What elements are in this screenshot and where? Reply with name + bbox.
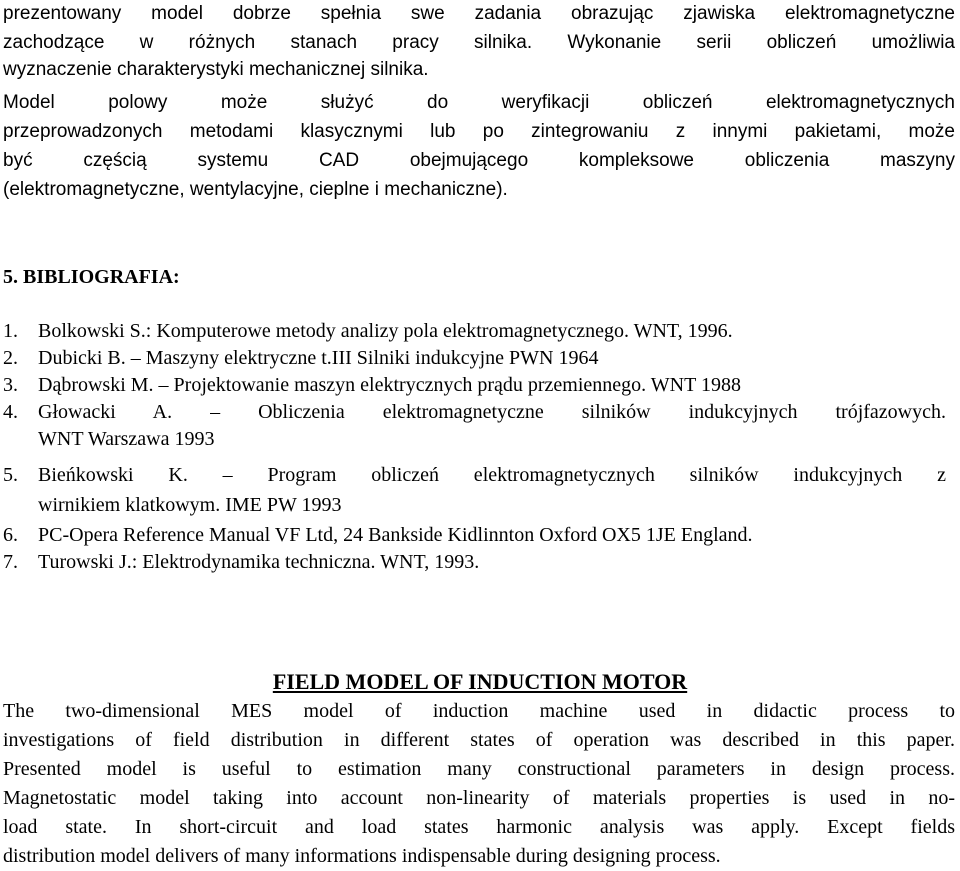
bibliography-item-text: Bolkowski S.: Komputerowe metody analizy pola elektromagnetycznego. WNT, 1996. (38, 320, 733, 342)
abstract-line-6: distribution model delivers of many informations indispensable during designing process. (3, 845, 721, 867)
abstract-line-1: The two-dimensional MES model of induction machine used in didactic process to (3, 700, 955, 722)
bibliography-item-text: PC-Opera Reference Manual VF Ltd, 24 Bankside Kidlinnton Oxford OX5 1JE England. (38, 524, 753, 546)
bibliography-item-7 (3, 548, 946, 577)
bibliography-item-number: 7. (3, 551, 18, 573)
paragraph-2-line-4: (elektromagnetyczne, wentylacyjne, cieplne i mechaniczne). (3, 179, 508, 200)
paragraph-2-line-2: przeprowadzonych metodami klasycznymi lub po zintegrowaniu z innymi pakietami, może (3, 121, 955, 142)
bibliography-item-4 (3, 398, 946, 427)
abstract-line-2: investigations of field distribution in different states of operation was described in this paper. (3, 729, 955, 751)
bibliography-item-4-continuation (3, 425, 946, 454)
bibliography-item-5-continuation (3, 491, 946, 520)
paragraph-1-line-2: zachodzące w różnych stanach pracy silnika. Wykonanie serii obliczeń umożliwia (3, 32, 955, 53)
bibliography-item-text: Głowacki A. – Obliczenia elektromagnetyczne silników indukcyjnych trójfazowych. (38, 401, 946, 423)
bibliography-item-text: wirnikiem klatkowym. IME PW 1993 (38, 494, 342, 516)
bibliography-item-6 (3, 521, 946, 550)
abstract-line-4: Magnetostatic model taking into account non-linearity of materials properties is used in no- (3, 787, 955, 809)
abstract-line-5: load state. In short-circuit and load states harmonic analysis was apply. Except fields (3, 816, 955, 838)
paragraph-1-line-1: prezentowany model dobrze spełnia swe zadania obrazując zjawiska elektromagnetyczne (3, 3, 955, 24)
bibliography-item-number: 1. (3, 320, 18, 342)
bibliography-item-number: 4. (3, 401, 18, 423)
bibliography-item-5 (3, 461, 946, 490)
bibliography-item-text: Bieńkowski K. – Program obliczeń elektromagnetycznych silników indukcyjnych z (38, 464, 946, 486)
bibliography-item-text: WNT Warszawa 1993 (38, 428, 215, 450)
abstract-title: FIELD MODEL OF INDUCTION MOTOR (272, 669, 688, 694)
paragraph-1-line-3: wyznaczenie charakterystyki mechanicznej silnika. (3, 59, 429, 80)
bibliography-item-number: 2. (3, 347, 18, 369)
bibliography-item-2 (3, 344, 946, 373)
paragraph-2-line-3: być częścią systemu CAD obejmującego kompleksowe obliczenia maszyny (3, 150, 955, 171)
bibliography-item-text: Dąbrowski M. – Projektowanie maszyn elektrycznych prądu przemiennego. WNT 1988 (38, 374, 741, 396)
bibliography-item-number: 3. (3, 374, 18, 396)
bibliography-item-number: 5. (3, 464, 18, 486)
bibliography-item-text: Turowski J.: Elektrodynamika techniczna. WNT, 1993. (38, 551, 480, 573)
abstract-line-3: Presented model is useful to estimation many constructional parameters in design process. (3, 758, 955, 780)
bibliography-item-number: 6. (3, 524, 18, 546)
bibliography-item-3 (3, 371, 946, 400)
bibliography-heading: 5. BIBLIOGRAFIA: (3, 266, 180, 288)
bibliography-item-1 (3, 317, 946, 346)
bibliography-item-text: Dubicki B. – Maszyny elektryczne t.III Silniki indukcyjne PWN 1964 (38, 347, 599, 369)
paragraph-2-line-1: Model polowy może służyć do weryfikacji obliczeń elektromagnetycznych (3, 92, 955, 113)
